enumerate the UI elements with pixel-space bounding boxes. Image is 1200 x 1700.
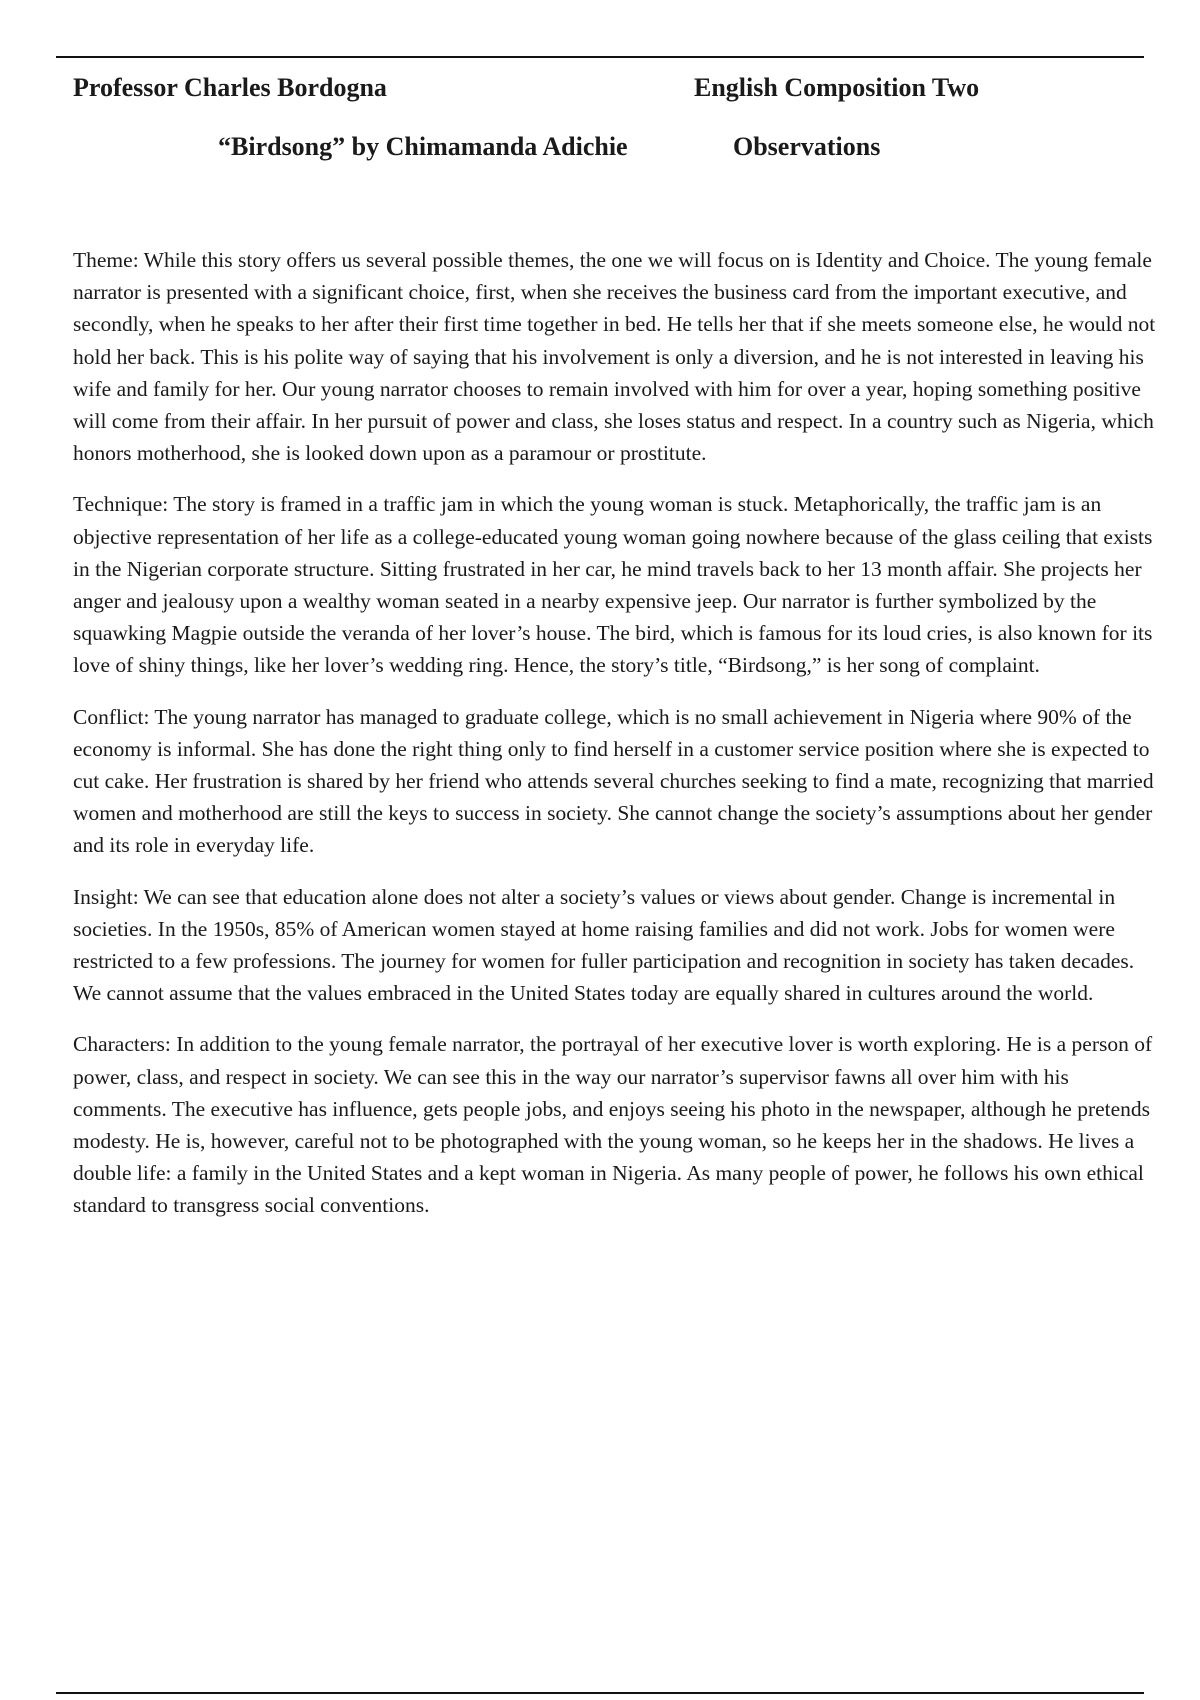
paragraph-technique: Technique: The story is framed in a traffic jam in which the young woman is stuck. Metaphorically, the traffic jam is an objective representation of her life as a college-educated young woman going nowhere because of the glass ceiling that exists in the Nigerian corporate structure. Sitting frustrated in her car, he mind travels back to her 13 month affair. She projects her anger and jealousy upon a wealthy woman seated in a nearby expensive jeep. Our narrator is further symbolized by the squawking Magpie outside the veranda of her lover’s house. The bird, which is famous for its loud cries, is also known for its love of shiny things, like her lover’s wedding ring. Hence, the story’s title, “Birdsong,” is her song of complaint. bbox=[73, 492, 1153, 678]
work-title: “Birdsong” by Chimamanda Adichie bbox=[218, 132, 628, 161]
paragraph-conflict: Conflict: The young narrator has managed to graduate college, which is no small achievement in Nigeria where 90% of the economy is informal. She has done the right thing only to find herself in a customer service position where she is expected to cut cake. Her frustration is shared by her friend who attends several churches seeking to find a mate, recognizing that married women and motherhood are still the keys to success in society. She cannot change the society’s assumptions about her gender and its role in everyday life. bbox=[73, 704, 1154, 858]
author-name: Professor Charles Bordogna bbox=[73, 73, 387, 102]
paragraph-characters: Characters: In addition to the young female narrator, the portrayal of her executive lover is worth exploring. He is a person of power, class, and respect in society. We can see this in the way our narrator’s supervisor fawns all over him with his comments. The executive has influence, gets people jobs, and enjoys seeing his photo in the newspaper, although he pretends modesty. He is, however, careful not to be photographed with the young woman, so he keeps her in the shadows. He lives a double life: a family in the United States and a kept woman in Nigeria. As many people of power, he follows his own ethical standard to transgress social conventions. bbox=[73, 1032, 1153, 1218]
top-rule bbox=[56, 56, 1144, 58]
course-name: English Composition Two bbox=[694, 73, 980, 102]
document-body bbox=[73, 244, 1163, 1241]
paragraph-insight: Insight: We can see that education alone does not alter a society’s values or views about gender. Change is incremental in societies. In the 1950s, 85% of American women stayed at home raising families and did not work. Jobs for women were restricted to a few professions. The journey for women for fuller participation and recognition in society has taken decades. We cannot assume that the values embraced in the United States today are equally shared in cultures around the world. bbox=[73, 884, 1135, 1006]
bottom-rule bbox=[56, 1692, 1144, 1694]
paragraph-theme: Theme: While this story offers us several possible themes, the one we will focus on is Identity and Choice. The young female narrator is presented with a significant choice, first, when she receives the business card from the important executive, and secondly, when he speaks to her after their first time together in bed. He tells her that if she meets someone else, he would not hold her back. This is his polite way of saying that his involvement is only a diversion, and he is not interested in leaving his wife and family for her. Our young narrator chooses to remain involved with him for over a year, hoping something positive will come from their affair. In her pursuit of power and class, she loses status and respect. In a country such as Nigeria, which honors motherhood, she is looked down upon as a paramour or prostitute. bbox=[73, 248, 1156, 466]
section-title: Observations bbox=[733, 132, 881, 161]
